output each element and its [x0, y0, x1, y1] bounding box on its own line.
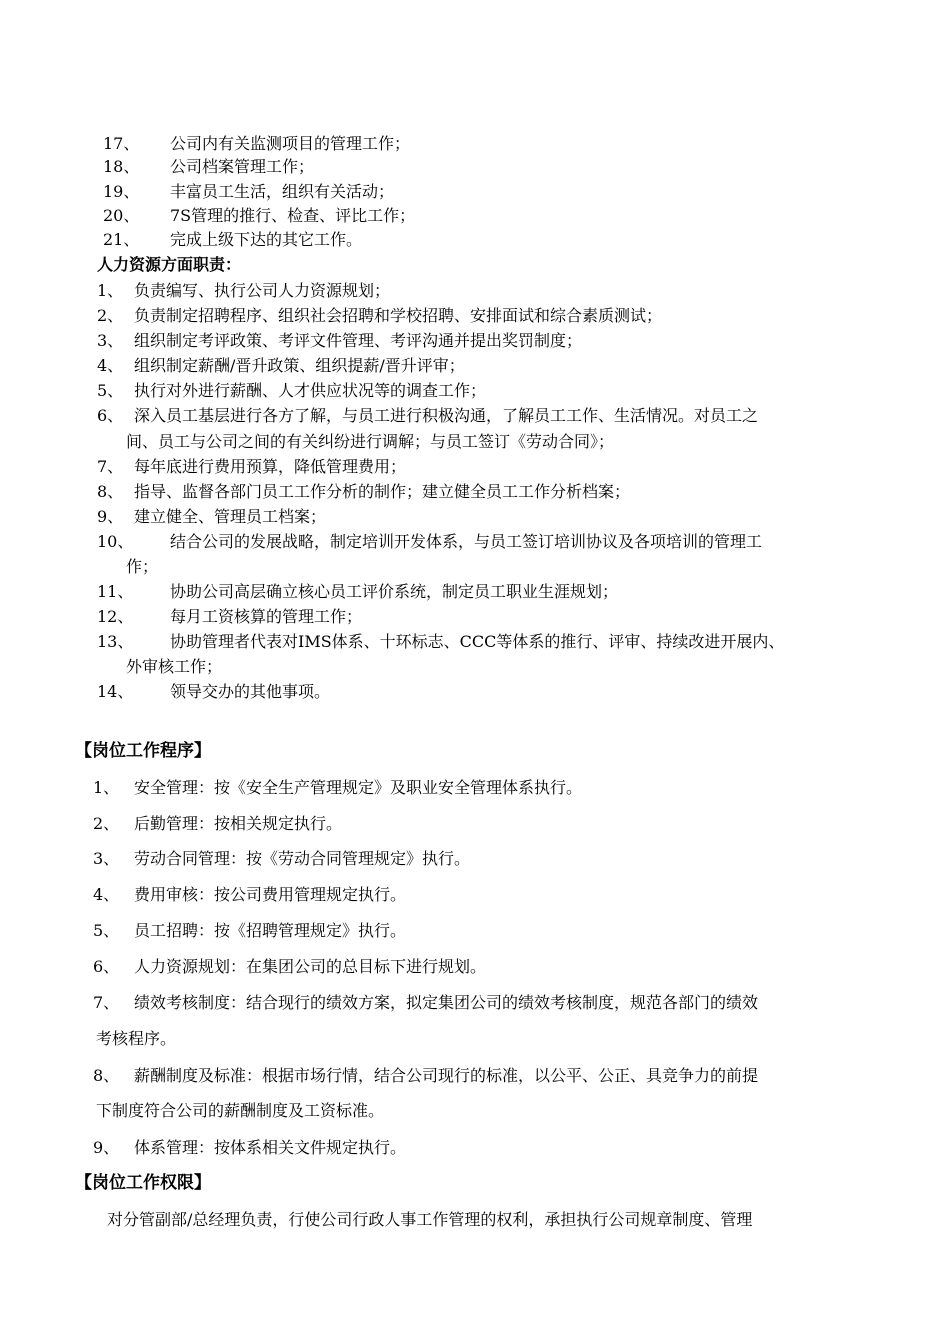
hr-item-number: 3、	[97, 331, 124, 350]
procedure-number: 7、	[93, 993, 120, 1012]
list-item-text: 公司内有关监测项目的管理工作；	[170, 134, 411, 153]
procedure-number: 3、	[93, 849, 120, 868]
hr-item-text: 指导、监督各部门员工工作分析的制作；建立健全员工工作分析档案；	[134, 482, 631, 501]
hr-item-number: 4、	[97, 356, 124, 375]
hr-item-text: 组织制定考评政策、考评文件管理、考评沟通并提出奖罚制度；	[134, 331, 583, 350]
procedure-text: 绩效考核制度：结合现行的绩效方案，拟定集团公司的绩效考核制度，规范各部门的绩效	[134, 993, 759, 1012]
hr-item-number: 10、	[97, 532, 134, 551]
authority-paragraph: 对分管副部/总经理负责，行使公司行政人事工作管理的权利，承担执行公司规章制度、管理	[107, 1210, 753, 1229]
list-item-number: 21、	[103, 230, 140, 249]
hr-item-text: 深入员工基层进行各方了解，与员工进行积极沟通，了解员工工作、生活情况。对员工之	[134, 406, 759, 425]
procedure-heading: 【岗位工作程序】	[75, 741, 211, 761]
hr-item-text: 建立健全、管理员工档案；	[134, 507, 327, 526]
procedure-text: 薪酬制度及标准：根据市场行情，结合公司现行的标准，以公平、公正、具竞争力的前提	[134, 1066, 759, 1085]
list-item-text: 完成上级下达的其它工作。	[170, 230, 363, 249]
list-item-text: 公司档案管理工作；	[170, 157, 315, 176]
hr-item-continuation: 间、员工与公司之间的有关纠纷进行调解；与员工签订《劳动合同》；	[126, 432, 615, 451]
procedure-number: 9、	[93, 1138, 120, 1157]
hr-item-text: 结合公司的发展战略，制定培训开发体系，与员工签订培训协议及各项培训的管理工	[170, 532, 763, 551]
procedure-text: 后勤管理：按相关规定执行。	[134, 814, 343, 833]
hr-item-number: 6、	[97, 406, 124, 425]
procedure-text: 体系管理：按体系相关文件规定执行。	[134, 1138, 407, 1157]
hr-item-number: 13、	[97, 632, 134, 651]
hr-item-text: 组织制定薪酬/晋升政策、组织提薪/晋升评审；	[134, 356, 465, 375]
authority-heading: 【岗位工作权限】	[75, 1173, 211, 1193]
procedure-text: 员工招聘：按《招聘管理规定》执行。	[134, 921, 407, 940]
hr-item-number: 7、	[97, 457, 124, 476]
hr-item-text: 协助公司高层确立核心员工评价系统，制定员工职业生涯规划；	[170, 582, 619, 601]
hr-item-text: 负责编写、执行公司人力资源规划；	[134, 281, 391, 300]
list-item-text: 7S管理的推行、检查、评比工作；	[170, 206, 416, 225]
list-item-number: 20、	[103, 206, 140, 225]
hr-item-text: 协助管理者代表对IMS体系、十环标志、CCC等体系的推行、评审、持续改进开展内、	[170, 632, 785, 651]
hr-item-text: 执行对外进行薪酬、人才供应状况等的调查工作；	[134, 381, 487, 400]
procedure-number: 2、	[93, 814, 120, 833]
list-item-number: 17、	[103, 134, 140, 153]
list-item-text: 丰富员工生活，组织有关活动；	[170, 182, 395, 201]
hr-item-continuation: 外审核工作；	[126, 657, 223, 676]
procedure-number: 4、	[93, 885, 120, 904]
procedure-text: 劳动合同管理：按《劳动合同管理规定》执行。	[134, 849, 471, 868]
procedure-text: 费用审核：按公司费用管理规定执行。	[134, 885, 407, 904]
list-item-number: 19、	[103, 182, 140, 201]
procedure-text: 安全管理：按《安全生产管理规定》及职业安全管理体系执行。	[134, 778, 583, 797]
hr-item-text: 每年底进行费用预算，降低管理费用；	[134, 457, 407, 476]
procedure-text: 人力资源规划：在集团公司的总目标下进行规划。	[134, 957, 487, 976]
hr-item-text: 每月工资核算的管理工作；	[170, 607, 363, 626]
hr-item-number: 9、	[97, 507, 124, 526]
hr-item-number: 8、	[97, 482, 124, 501]
hr-item-text: 领导交办的其他事项。	[170, 682, 331, 701]
hr-item-number: 14、	[97, 682, 134, 701]
hr-item-number: 11、	[97, 582, 134, 601]
hr-item-number: 2、	[97, 306, 124, 325]
procedure-continuation: 考核程序。	[96, 1029, 177, 1048]
procedure-number: 6、	[93, 957, 120, 976]
list-item-number: 18、	[103, 157, 140, 176]
hr-item-text: 负责制定招聘程序、组织社会招聘和学校招聘、安排面试和综合素质测试；	[134, 306, 663, 325]
hr-item-number: 5、	[97, 381, 124, 400]
procedure-number: 1、	[93, 778, 120, 797]
hr-item-continuation: 作；	[126, 557, 159, 576]
procedure-number: 5、	[93, 921, 120, 940]
hr-duties-heading: 人力资源方面职责：	[97, 255, 242, 274]
hr-item-number: 1、	[97, 281, 124, 300]
hr-item-number: 12、	[97, 607, 134, 626]
procedure-number: 8、	[93, 1066, 120, 1085]
procedure-continuation: 下制度符合公司的薪酬制度及工资标准。	[96, 1101, 385, 1120]
